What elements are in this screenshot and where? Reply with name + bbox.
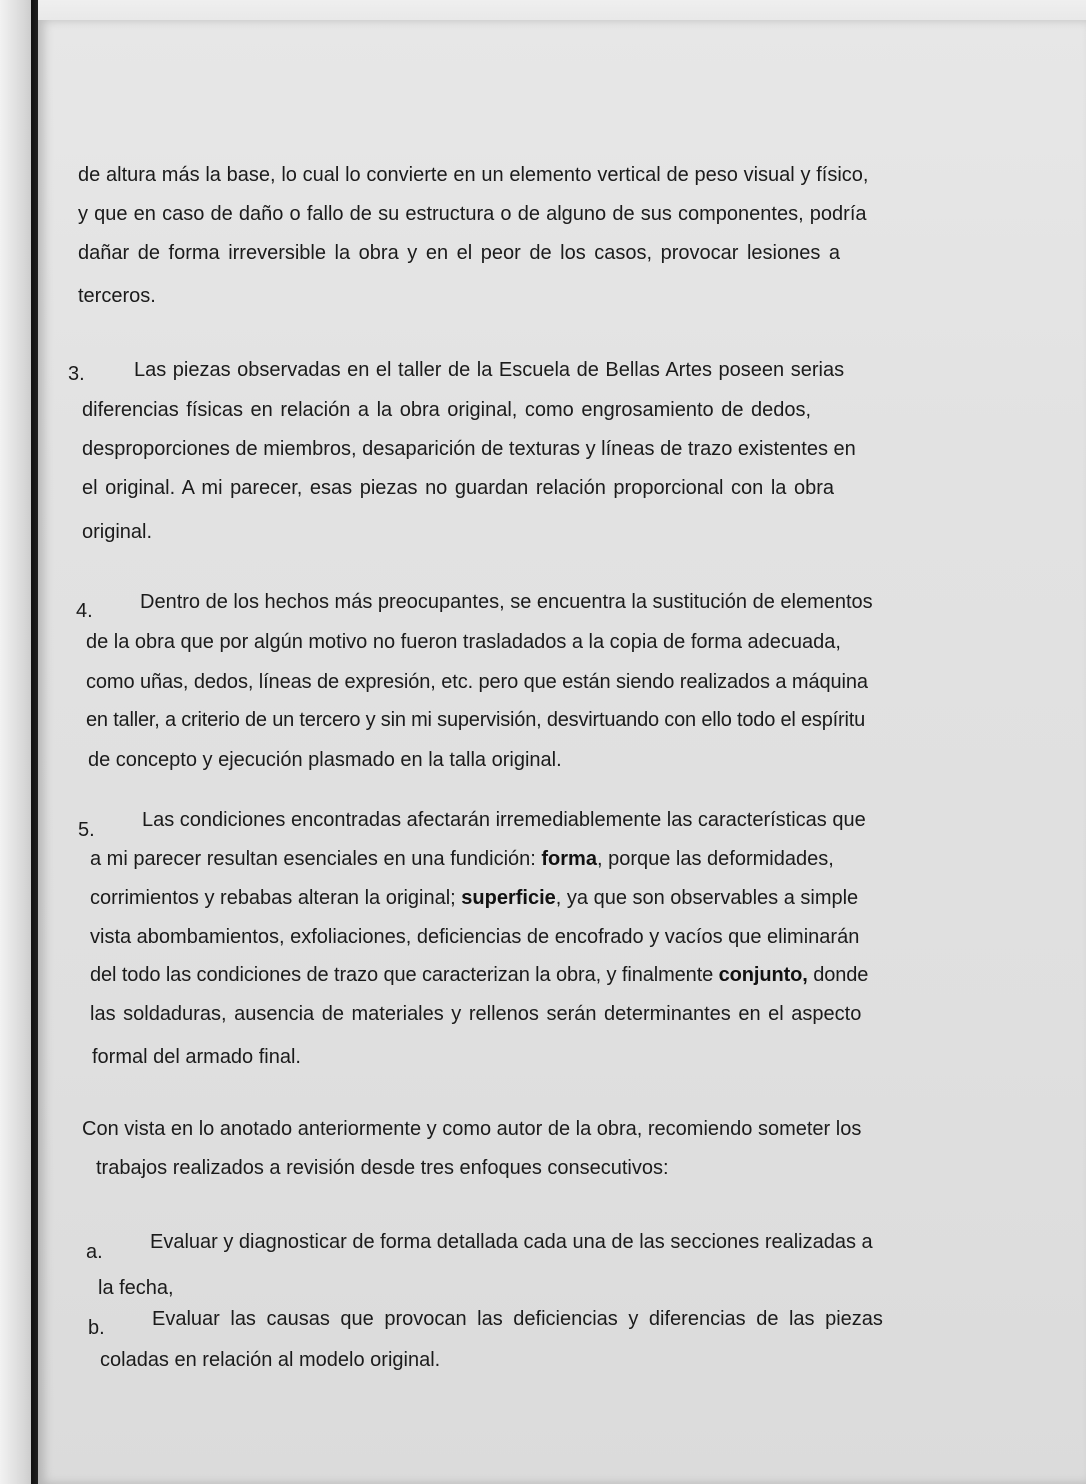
item-5-line-5-text: del todo las condiciones de trazo que caracterizan la obra, y finalmente bbox=[90, 964, 719, 986]
item-5-number: 5. bbox=[78, 819, 95, 841]
item-3-number: 3. bbox=[68, 363, 85, 385]
continuation-line-3: dañar de forma irreversible la obra y en el peor de los casos, provocar lesiones a bbox=[78, 242, 841, 264]
item-3-line-1: Las piezas observadas en el taller de la Escuela de Bellas Artes poseen serias bbox=[134, 359, 845, 381]
continuation-line-2: y que en caso de daño o fallo de su estructura o de alguno de sus componentes, podría bbox=[78, 203, 867, 225]
item-4-line-1: Dentro de los hechos más preocupantes, se encuentra la sustitución de elementos bbox=[140, 591, 873, 613]
item-a-line-2: la fecha, bbox=[98, 1277, 174, 1299]
item-b-line-2: coladas en relación al modelo original. bbox=[100, 1349, 441, 1371]
item-5-line-3-text: corrimientos y rebabas alteran la original; bbox=[90, 887, 462, 909]
item-4-line-2: de la obra que por algún motivo no fueron trasladados a la copia de forma adecuada, bbox=[86, 631, 841, 653]
item-3-line-4: el original. A mi parecer, esas piezas no guardan relación proporcional con la obra bbox=[82, 477, 834, 499]
continuation-line-4: terceros. bbox=[78, 285, 156, 307]
continuation-line-1: de altura más la base, lo cual lo convierte en un elemento vertical de peso visual y físico, bbox=[78, 164, 869, 186]
item-5-line-4: vista abombamientos, exfoliaciones, deficiencias de encofrado y vacíos que eliminarán bbox=[90, 926, 860, 948]
item-b-line-1: Evaluar las causas que provocan las deficiencias y diferencias de las piezas bbox=[152, 1308, 883, 1330]
term-superficie: superficie bbox=[461, 887, 556, 909]
item-5-line-2-tail: , porque las deformidades, bbox=[596, 848, 834, 870]
recommendation-line-2: trabajos realizados a revisión desde tres enfoques consecutivos: bbox=[96, 1157, 669, 1179]
item-4-line-5: de concepto y ejecución plasmado en la talla original. bbox=[88, 749, 562, 771]
recommendation-line-1: Con vista en lo anotado anteriormente y como autor de la obra, recomiendo someter los bbox=[82, 1118, 862, 1140]
item-5-line-2 bbox=[90, 847, 834, 871]
item-4-line-4: en taller, a criterio de un tercero y sin mi supervisión, desvirtuando con ello todo el espíritu bbox=[86, 709, 865, 731]
item-5-line-3 bbox=[90, 886, 858, 910]
item-3-line-2: diferencias físicas en relación a la obra original, como engrosamiento de dedos, bbox=[82, 399, 812, 421]
item-a-line-1: Evaluar y diagnosticar de forma detallada cada una de las secciones realizadas a bbox=[150, 1231, 873, 1253]
item-5-line-6: las soldaduras, ausencia de materiales y rellenos serán determinantes en el aspecto bbox=[90, 1003, 862, 1025]
item-a-letter: a. bbox=[86, 1241, 103, 1263]
item-5-line-1: Las condiciones encontradas afectarán irremediablemente las características que bbox=[142, 809, 866, 831]
term-forma: forma bbox=[541, 848, 597, 870]
item-3-line-5: original. bbox=[82, 521, 153, 543]
item-5-line-3-tail: , ya que son observables a simple bbox=[555, 887, 859, 909]
item-5-line-5 bbox=[90, 963, 868, 987]
item-5-line-2-text: a mi parecer resultan esenciales en una fundición: bbox=[90, 848, 542, 870]
item-4-line-3: como uñas, dedos, líneas de expresión, etc. pero que están siendo realizados a máquina bbox=[86, 671, 868, 693]
item-3-line-3: desproporciones de miembros, desaparición de texturas y líneas de trazo existentes en bbox=[82, 438, 856, 460]
item-b-letter: b. bbox=[88, 1317, 105, 1339]
item-5-line-7: formal del armado final. bbox=[92, 1046, 301, 1068]
item-4-number: 4. bbox=[76, 600, 93, 622]
item-5-line-5-tail: donde bbox=[807, 964, 869, 986]
term-conjunto: conjunto, bbox=[718, 964, 808, 986]
